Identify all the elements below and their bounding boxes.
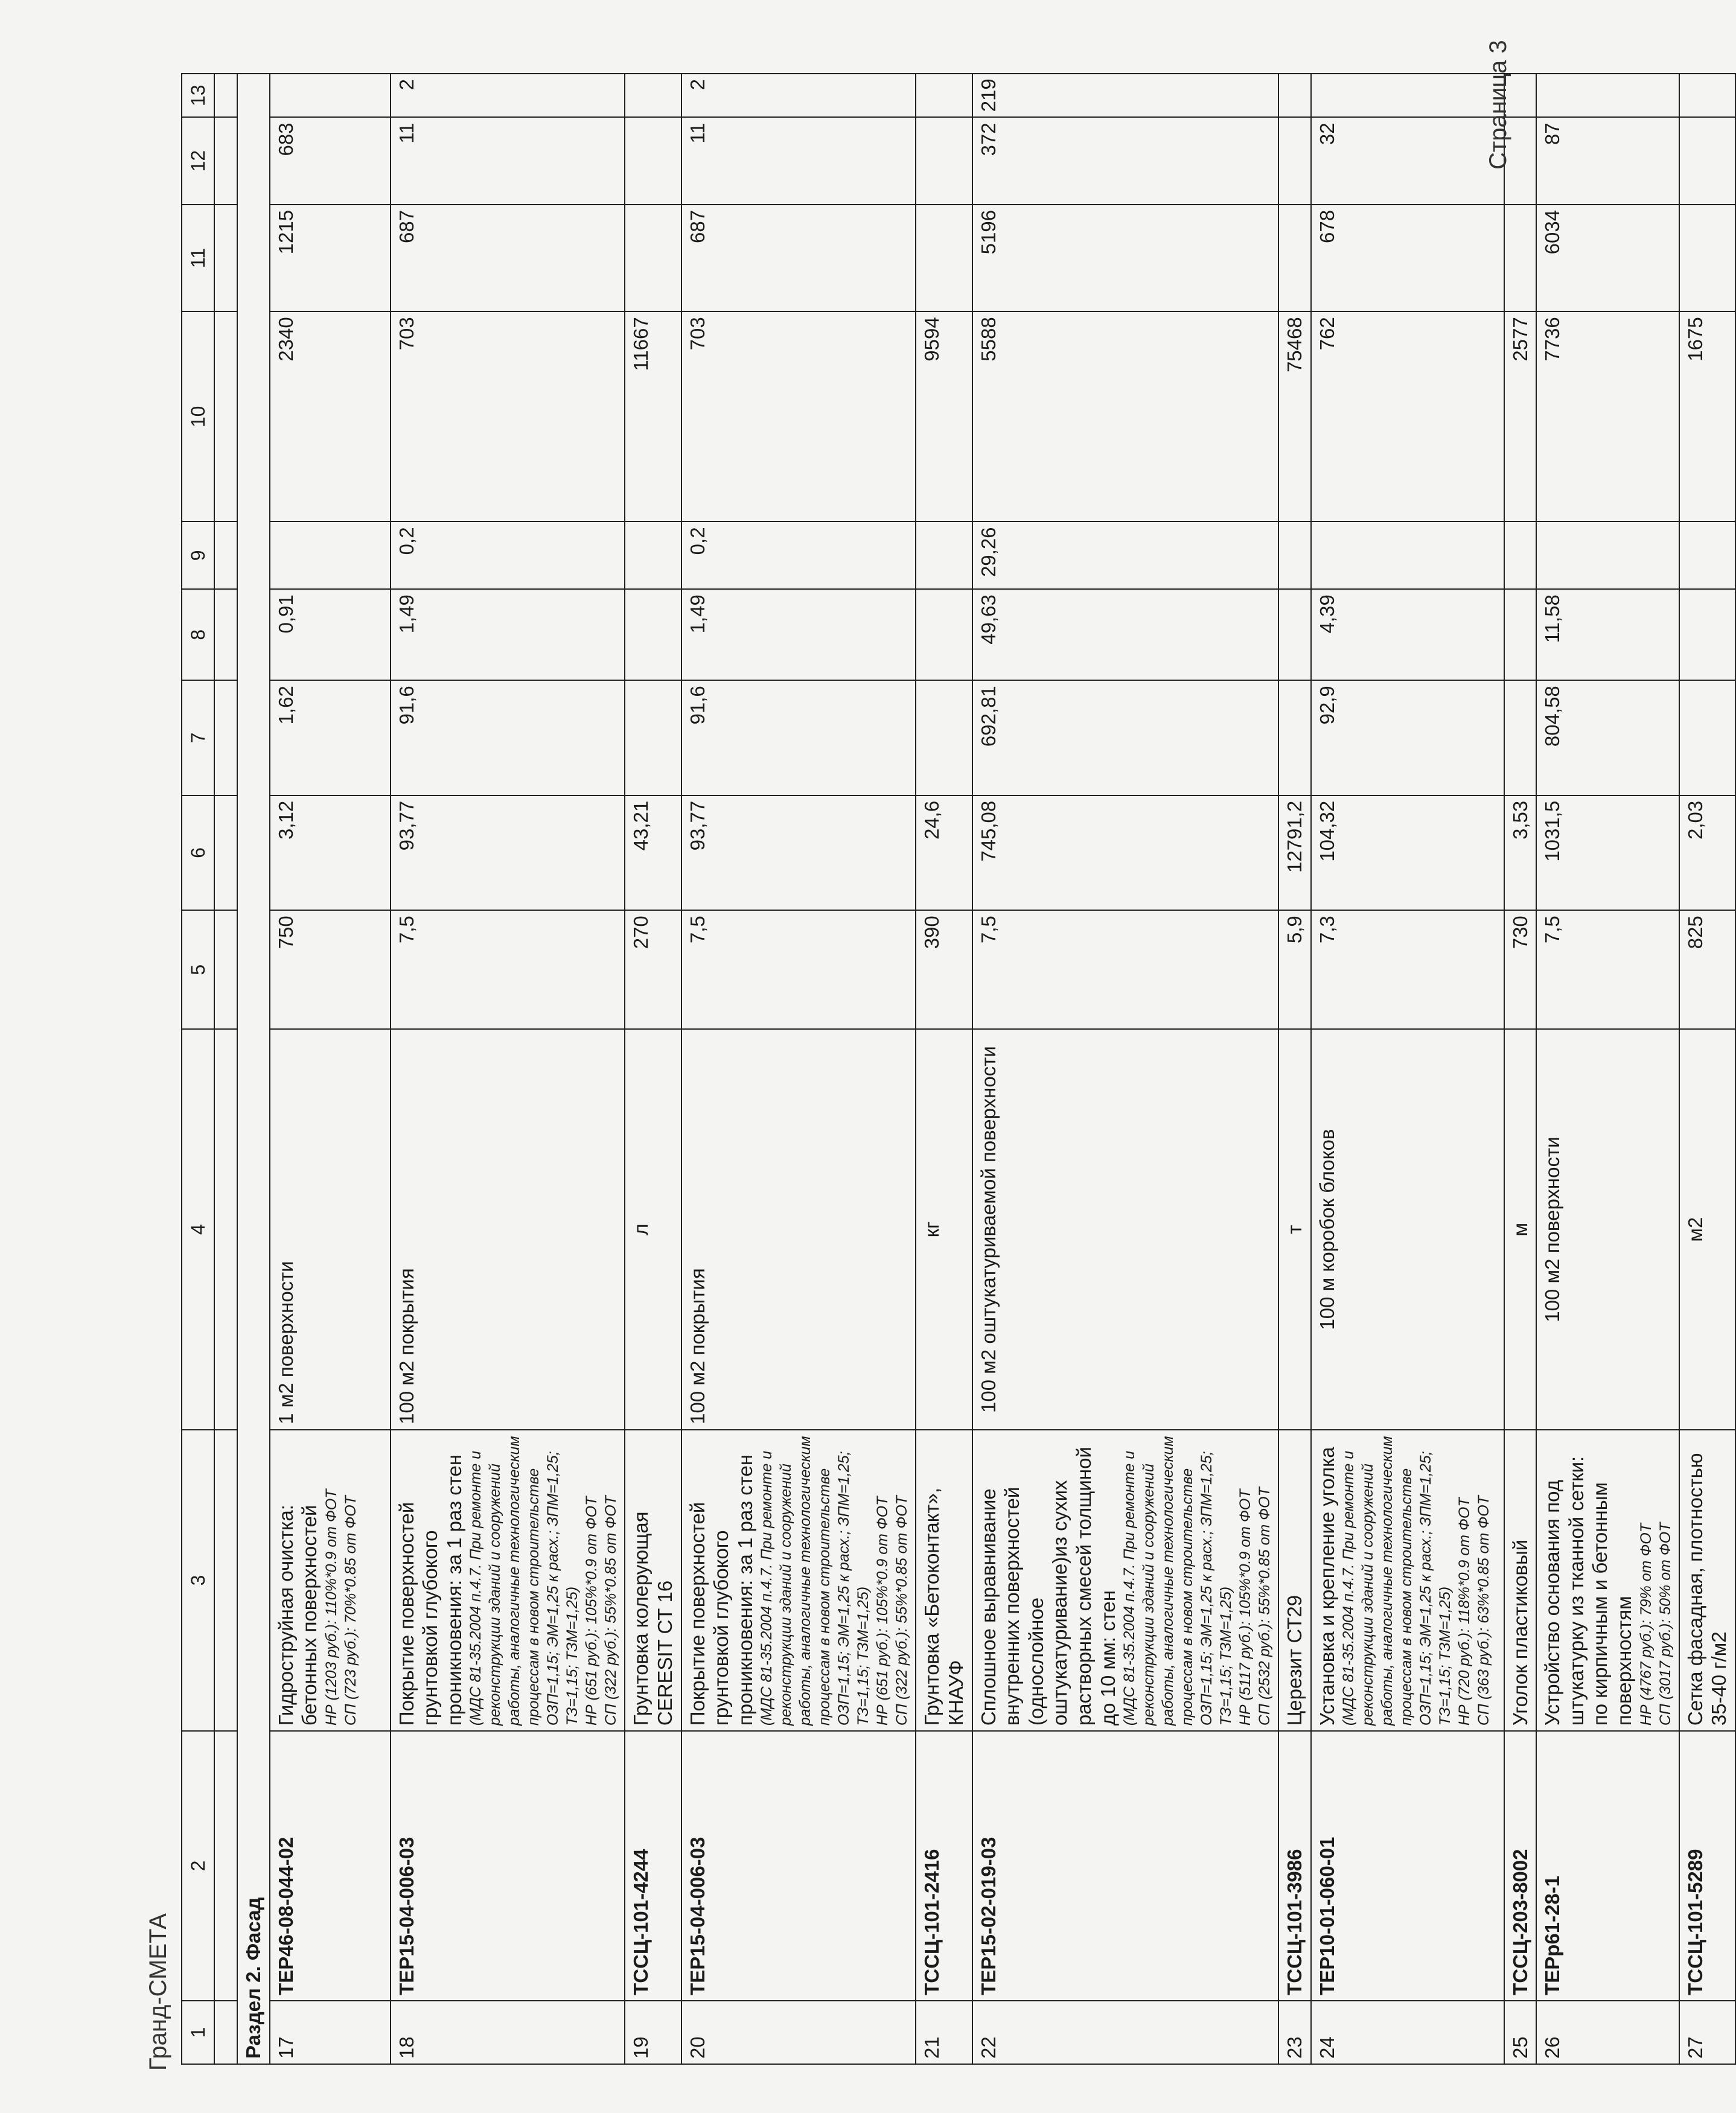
total-machines: 87 bbox=[1536, 117, 1679, 205]
unit: 1 м2 поверхности bbox=[270, 1029, 391, 1430]
table-row bbox=[1311, 74, 1504, 2064]
total-wages: 687 bbox=[391, 205, 625, 311]
spacer-row bbox=[214, 74, 237, 2064]
unit-cost-total: 104,32 bbox=[1311, 795, 1504, 911]
work-name: Установка и крепление уголка (МДС 81-35.2004 п.4.7. При ремонте и реконструкции зданий и сооружений работы, аналогичные технологическим процессам в новом строительстве ОЗП=1,15; ЭМ=1,25 к расх.; ЗПМ=1,25; ТЗ=1,15; ТЗМ=1,25) НР (720 руб.): 118%*0.9 от ФОТ СП (363 руб.): 63%*0.85 от ФОТ bbox=[1311, 1430, 1504, 1731]
unit-cost-total: 12791,2 bbox=[1278, 795, 1311, 911]
unit-cost-total: 3,53 bbox=[1504, 795, 1537, 911]
total-cost: 703 bbox=[681, 311, 916, 521]
work-name: Грунтовка колерующая CERESIT СТ 16 bbox=[625, 1430, 681, 1731]
work-name: Устройство основания под штукатурку из тканной сетки: по кирпичным и бетонным поверхностям НР (4767 руб.): 79% от ФОТ СП (3017 руб.): 50% от ФОТ bbox=[1536, 1430, 1679, 1731]
rate-code: ТССЦ-203-8002 bbox=[1504, 1731, 1537, 2001]
total-cost: 2340 bbox=[270, 311, 391, 521]
unit-cost-machines: 49,63 bbox=[972, 589, 1279, 680]
table-row bbox=[625, 74, 681, 2064]
unit-cost-wages: 91,6 bbox=[391, 680, 625, 795]
quantity: 390 bbox=[916, 910, 972, 1029]
col-num: 10 bbox=[182, 311, 214, 521]
row-number: 19 bbox=[625, 2001, 681, 2064]
total-wages: 6034 bbox=[1536, 205, 1679, 311]
row-number: 21 bbox=[916, 2001, 972, 2064]
estimate-table bbox=[181, 73, 1736, 2065]
total-machines: 372 bbox=[972, 117, 1279, 205]
quantity: 730 bbox=[1504, 910, 1537, 1029]
rate-code: ТЕР46-08-044-02 bbox=[270, 1731, 391, 2001]
work-name: Покрытие поверхностей грунтовкой глубокого проникновения: за 1 раз стен (МДС 81-35.2004 п.4.7. При ремонте и реконструкции зданий и сооружений работы, аналогичные технологическим процессам в новом строительстве ОЗП=1,15; ЭМ=1,25 к расх.; ЗПМ=1,25; ТЗ=1,15; ТЗМ=1,25) НР (651 руб.): 105%*0.9 от ФОТ СП (322 руб.): 55%*0.85 от ФОТ bbox=[391, 1430, 625, 1731]
quantity: 7,5 bbox=[1536, 910, 1679, 1029]
table-row bbox=[270, 74, 391, 2064]
quantity: 7,5 bbox=[681, 910, 916, 1029]
unit-cost-machines: 1,49 bbox=[681, 589, 916, 680]
table-row bbox=[391, 74, 625, 2064]
work-name: Покрытие поверхностей грунтовкой глубокого проникновения: за 1 раз стен (МДС 81-35.2004 п.4.7. При ремонте и реконструкции зданий и сооружений работы, аналогичные технологическим процессам в новом строительстве ОЗП=1,15; ЭМ=1,25 к расх.; ЗПМ=1,25; ТЗ=1,15; ТЗМ=1,25) НР (651 руб.): 105%*0.9 от ФОТ СП (322 руб.): 55%*0.85 от ФОТ bbox=[681, 1430, 916, 1731]
rate-code: ТССЦ-101-5289 bbox=[1679, 1731, 1735, 2001]
unit-cost-wages: 804,58 bbox=[1536, 680, 1679, 795]
total-cost: 1675 bbox=[1679, 311, 1735, 521]
rate-code: ТССЦ-101-3986 bbox=[1278, 1731, 1311, 2001]
table-row bbox=[1536, 74, 1679, 2064]
unit-cost-machine-wages: 29,26 bbox=[972, 521, 1279, 589]
col-num: 9 bbox=[182, 521, 214, 589]
unit-cost-machine-wages bbox=[270, 521, 391, 589]
section-title: Раздел 2. Фасад bbox=[237, 74, 270, 2064]
table-row bbox=[1278, 74, 1311, 2064]
col-num: 3 bbox=[182, 1430, 214, 1731]
row-number: 24 bbox=[1311, 2001, 1504, 2064]
unit-cost-total: 24,6 bbox=[916, 795, 972, 911]
total-wages: 678 bbox=[1311, 205, 1504, 311]
rate-code: ТССЦ-101-4244 bbox=[625, 1731, 681, 2001]
total-cost: 2577 bbox=[1504, 311, 1537, 521]
row-number: 23 bbox=[1278, 2001, 1311, 2064]
unit-cost-wages: 692,81 bbox=[972, 680, 1279, 795]
work-name: Грунтовка «Бетоконтакт», КНАУФ bbox=[916, 1430, 972, 1731]
app-title: Гранд-СМЕТА bbox=[145, 1913, 171, 2071]
row-number: 17 bbox=[270, 2001, 391, 2064]
unit-cost-total: 3,12 bbox=[270, 795, 391, 911]
total-machines: 11 bbox=[681, 117, 916, 205]
unit: л bbox=[625, 1029, 681, 1430]
col-num: 6 bbox=[182, 795, 214, 911]
table-row bbox=[916, 74, 972, 2064]
unit-cost-total: 745,08 bbox=[972, 795, 1279, 911]
col-num: 5 bbox=[182, 910, 214, 1029]
rate-code: ТЕР10-01-060-01 bbox=[1311, 1731, 1504, 2001]
col-num: 8 bbox=[182, 589, 214, 680]
work-name: Уголок пластиковый bbox=[1504, 1430, 1537, 1731]
total-cost: 5588 bbox=[972, 311, 1279, 521]
row-number: 25 bbox=[1504, 2001, 1537, 2064]
page-number: Страница 3 bbox=[1485, 40, 1511, 170]
unit-cost-wages: 1,62 bbox=[270, 680, 391, 795]
rate-code: ТССЦ-101-2416 bbox=[916, 1731, 972, 2001]
total-wages: 687 bbox=[681, 205, 916, 311]
unit-cost-machine-wages: 0,2 bbox=[681, 521, 916, 589]
total-cost: 11667 bbox=[625, 311, 681, 521]
quantity: 270 bbox=[625, 910, 681, 1029]
total-machines: 32 bbox=[1311, 117, 1504, 205]
total-cost: 9594 bbox=[916, 311, 972, 521]
total-machines: 683 bbox=[270, 117, 391, 205]
rate-code: ТЕР15-04-006-03 bbox=[391, 1731, 625, 2001]
unit: 100 м2 оштукатуриваемой поверхности bbox=[972, 1029, 1279, 1430]
unit-cost-total: 2,03 bbox=[1679, 795, 1735, 911]
unit: 100 м2 поверхности bbox=[1536, 1029, 1679, 1430]
section-row bbox=[237, 74, 270, 2064]
unit-cost-total: 93,77 bbox=[681, 795, 916, 911]
row-number: 22 bbox=[972, 2001, 1279, 2064]
total-wages: 5196 bbox=[972, 205, 1279, 311]
col-num: 1 bbox=[182, 2001, 214, 2064]
unit-cost-total: 43,21 bbox=[625, 795, 681, 911]
unit-cost-machines: 11,58 bbox=[1536, 589, 1679, 680]
work-name: Церезит СТ29 bbox=[1278, 1430, 1311, 1731]
unit-cost-total: 93,77 bbox=[391, 795, 625, 911]
col-num: 13 bbox=[182, 74, 214, 117]
unit-cost-machines: 4,39 bbox=[1311, 589, 1504, 680]
unit-cost-machine-wages: 0,2 bbox=[391, 521, 625, 589]
quantity: 5,9 bbox=[1278, 910, 1311, 1029]
total-cost: 75468 bbox=[1278, 311, 1311, 521]
row-number: 26 bbox=[1536, 2001, 1679, 2064]
row-number: 20 bbox=[681, 2001, 916, 2064]
rate-code: ТЕР15-04-006-03 bbox=[681, 1731, 916, 2001]
table-row bbox=[1504, 74, 1537, 2064]
rate-code: ТЕР15-02-019-03 bbox=[972, 1731, 1279, 2001]
total-machine-wages: 2 bbox=[391, 74, 625, 117]
total-machine-wages: 2 bbox=[681, 74, 916, 117]
table-row bbox=[972, 74, 1279, 2064]
unit: 100 м2 покрытия bbox=[681, 1029, 916, 1430]
unit: 100 м коробок блоков bbox=[1311, 1029, 1504, 1430]
work-name: Сетка фасадная, плотностью 35-40 г/м2 bbox=[1679, 1430, 1735, 1731]
total-cost: 762 bbox=[1311, 311, 1504, 521]
quantity: 7,5 bbox=[391, 910, 625, 1029]
work-name: Гидроструйная очистка: бетонных поверхностей НР (1203 руб.): 110%*0.9 от ФОТ СП (723 руб.): 70%*0.85 от ФОТ bbox=[270, 1430, 391, 1731]
table-row bbox=[681, 74, 916, 2064]
unit: т bbox=[1278, 1029, 1311, 1430]
col-num: 11 bbox=[182, 205, 214, 311]
unit-cost-machines: 1,49 bbox=[391, 589, 625, 680]
row-number: 27 bbox=[1679, 2001, 1735, 2064]
table-row bbox=[1679, 74, 1735, 2064]
total-wages: 1215 bbox=[270, 205, 391, 311]
unit-cost-wages: 91,6 bbox=[681, 680, 916, 795]
unit: 100 м2 покрытия bbox=[391, 1029, 625, 1430]
quantity: 7,5 bbox=[972, 910, 1279, 1029]
total-cost: 703 bbox=[391, 311, 625, 521]
rate-code: ТЕРр61-28-1 bbox=[1536, 1731, 1679, 2001]
total-cost: 7736 bbox=[1536, 311, 1679, 521]
quantity: 7,3 bbox=[1311, 910, 1504, 1029]
total-machines: 11 bbox=[391, 117, 625, 205]
unit: кг bbox=[916, 1029, 972, 1430]
quantity: 825 bbox=[1679, 910, 1735, 1029]
unit-cost-wages: 92,9 bbox=[1311, 680, 1504, 795]
unit: м bbox=[1504, 1029, 1537, 1430]
unit: м2 bbox=[1679, 1029, 1735, 1430]
column-number-row bbox=[182, 74, 214, 2064]
total-machine-wages: 219 bbox=[972, 74, 1279, 117]
col-num: 4 bbox=[182, 1029, 214, 1430]
quantity: 750 bbox=[270, 910, 391, 1029]
work-name: Сплошное выравнивание внутренних поверхностей (однослойное оштукатуривание)из сухих растворных смесей толщиной до 10 мм: стен (МДС 81-35.2004 п.4.7. При ремонте и реконструкции зданий и сооружений работы, аналогичные технологическим процессам в новом строительстве ОЗП=1,15; ЭМ=1,25 к расх.; ЗПМ=1,25; ТЗ=1,15; ТЗМ=1,25) НР (5117 руб.): 105%*0.9 от ФОТ СП (2532 руб.): 55%*0.85 от ФОТ bbox=[972, 1430, 1279, 1731]
unit-cost-machines: 0,91 bbox=[270, 589, 391, 680]
col-num: 12 bbox=[182, 117, 214, 205]
total-machine-wages bbox=[270, 74, 391, 117]
col-num: 7 bbox=[182, 680, 214, 795]
unit-cost-total: 1031,5 bbox=[1536, 795, 1679, 911]
col-num: 2 bbox=[182, 1731, 214, 2001]
row-number: 18 bbox=[391, 2001, 625, 2064]
